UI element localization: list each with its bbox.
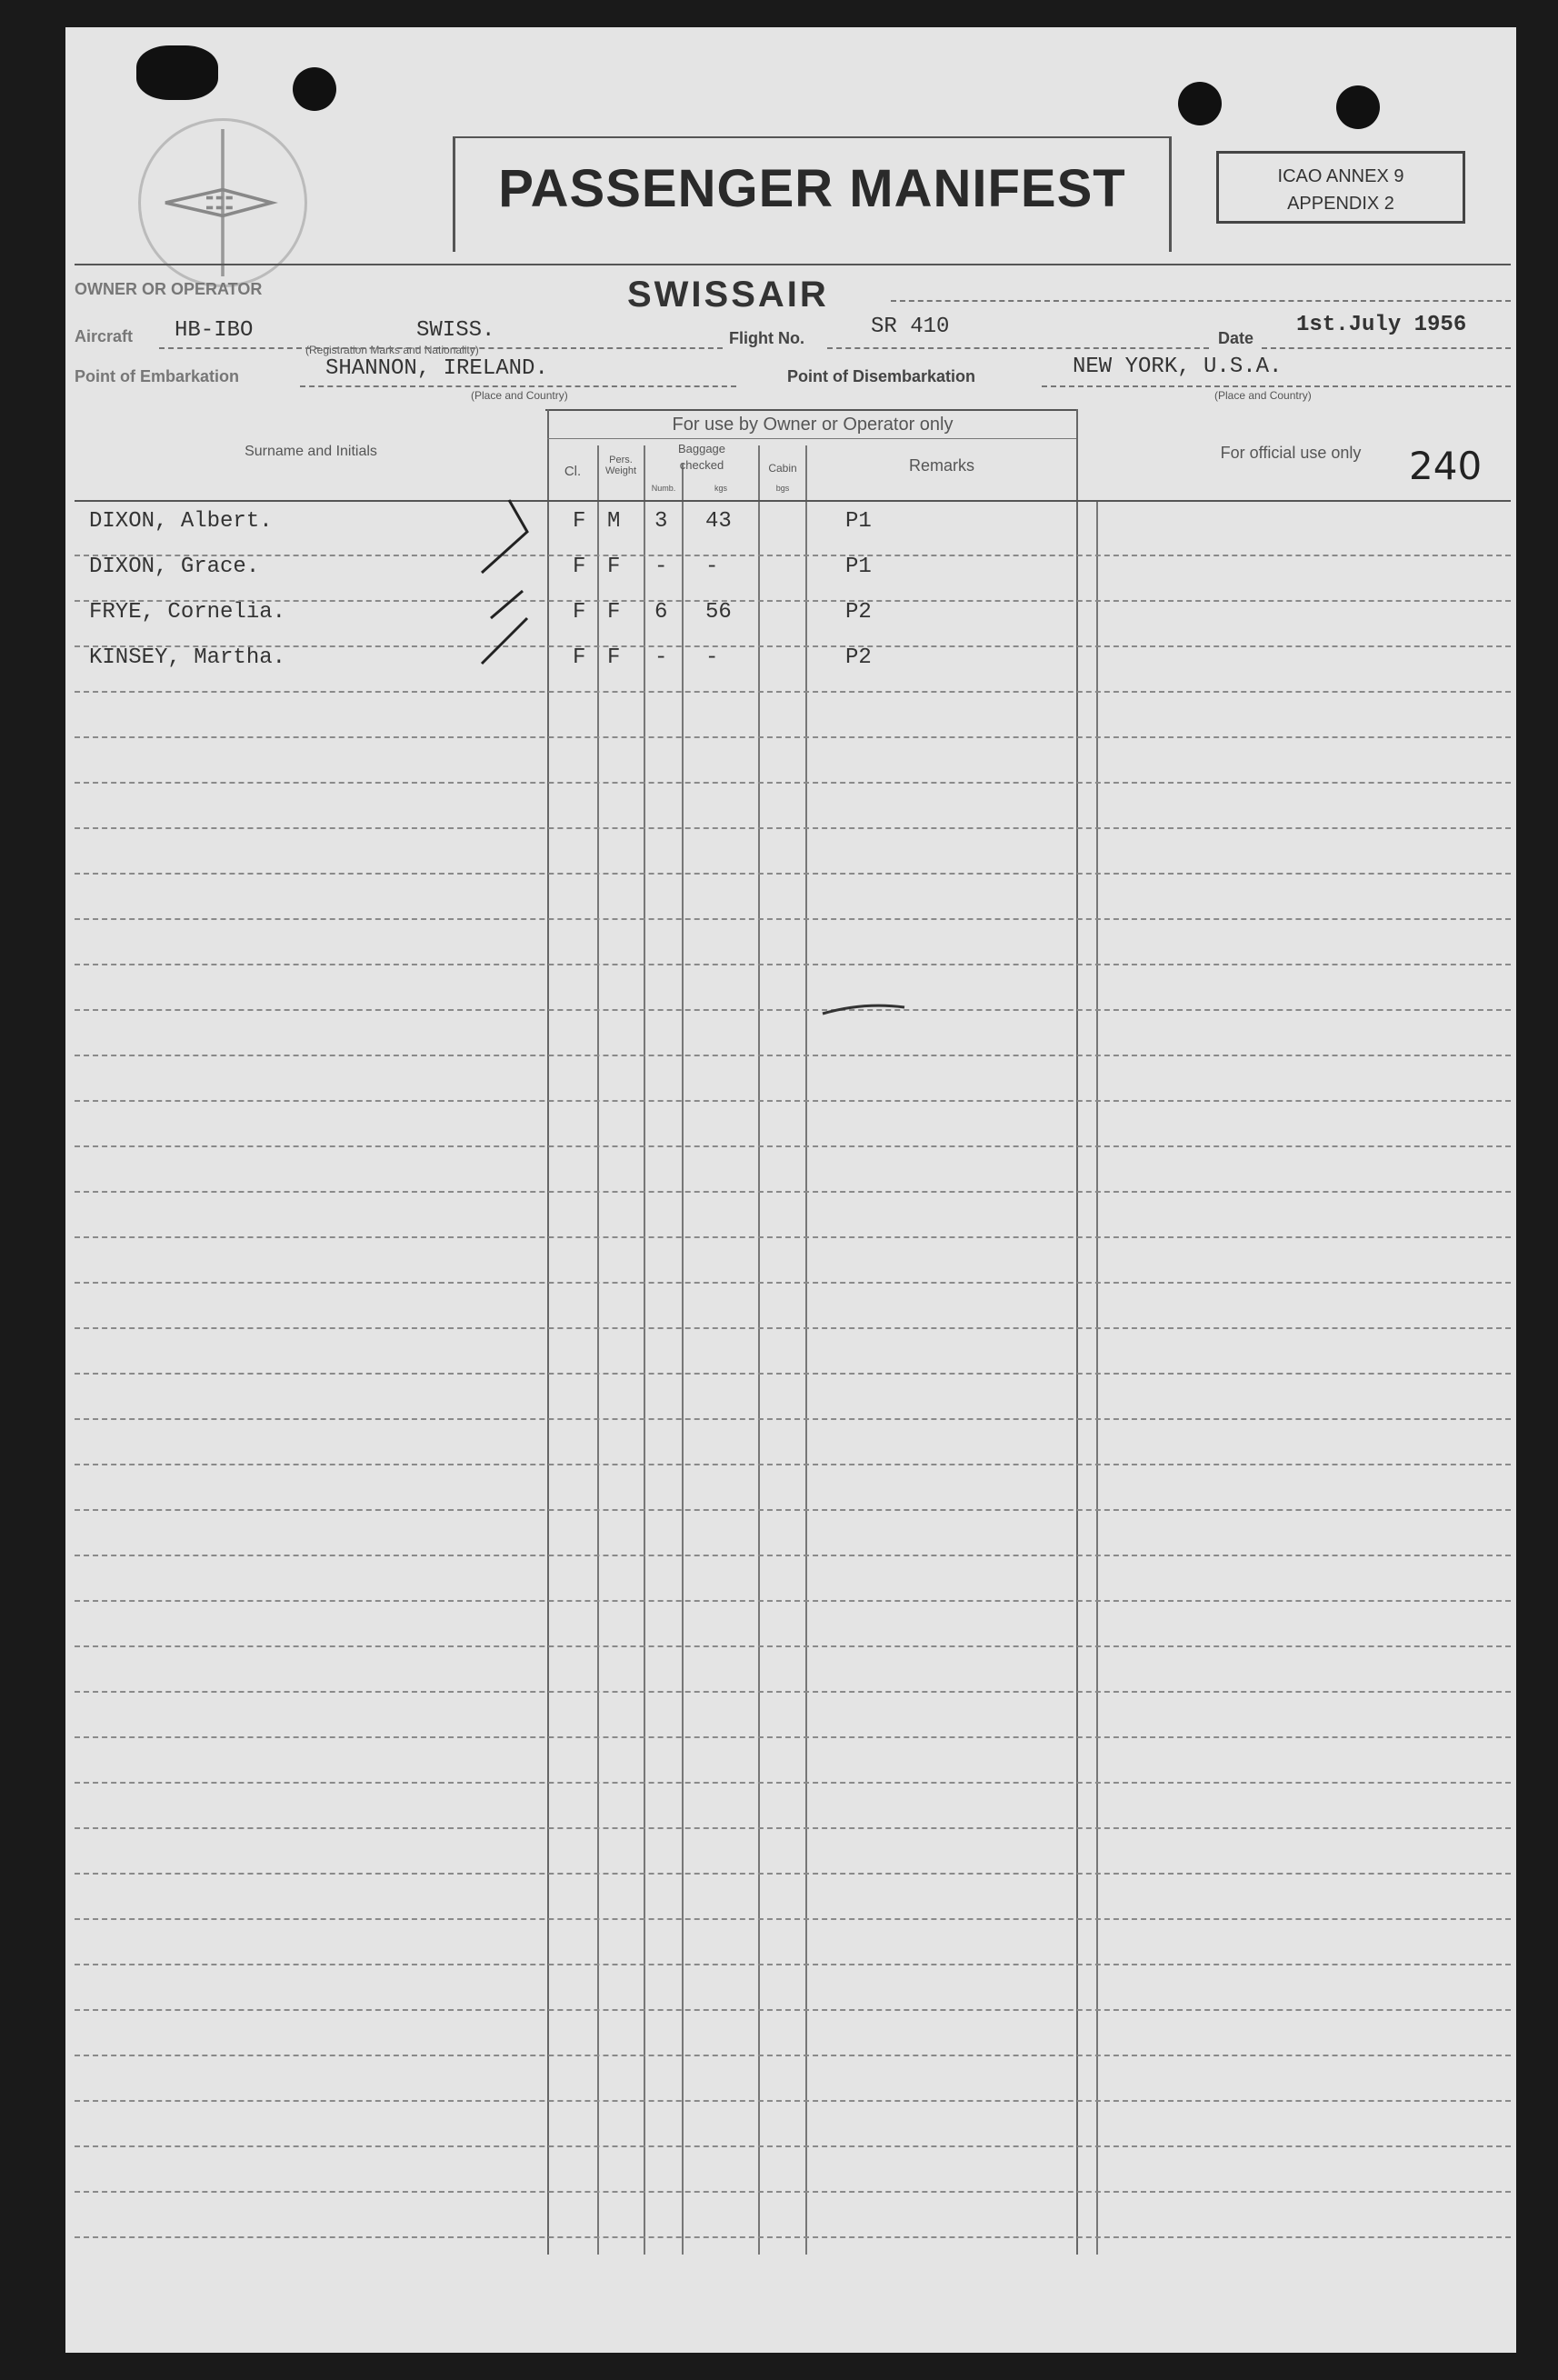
row-3-remarks: P2: [845, 600, 872, 625]
flight-label: Flight No.: [729, 329, 804, 347]
ruled-line: [75, 1964, 1511, 1965]
ruled-line: [75, 1645, 1511, 1647]
row-4-remarks: P2: [845, 645, 872, 670]
ruled-line: [75, 782, 1511, 784]
owner-value: SWISSAIR: [627, 275, 829, 315]
icao-reference-box: [1216, 151, 1465, 224]
ruled-line: [75, 1873, 1511, 1875]
ruled-line: [75, 2009, 1511, 2011]
punch-hole: [1178, 82, 1222, 125]
row-3-kgs: 56: [705, 600, 732, 625]
row-1-weight: M: [607, 509, 621, 534]
column-header-numb: Numb.: [651, 484, 676, 493]
row-1-cl: F: [573, 509, 586, 534]
row-2-name: DIXON, Grace.: [89, 555, 260, 579]
column-header-checked: checked: [679, 458, 724, 472]
disembarkation-value: NEW YORK, U.S.A.: [1073, 355, 1283, 379]
title-box: [453, 136, 1172, 252]
column-header-class: Cl.: [564, 464, 582, 479]
stray-mark-icon: [818, 1000, 909, 1018]
ruled-line: [75, 736, 1511, 738]
row-1-name: DIXON, Albert.: [89, 509, 273, 534]
ruled-line: [75, 918, 1511, 920]
row-2-remarks: P1: [845, 555, 872, 579]
icao-line-1: ICAO ANNEX 9: [1277, 166, 1404, 186]
ruled-line: [75, 2100, 1511, 2102]
aircraft-label: Aircraft: [75, 327, 134, 345]
ruled-line: [75, 1782, 1511, 1784]
ruled-line: [75, 1736, 1511, 1738]
ruled-line: [75, 1464, 1511, 1465]
punch-hole: [136, 45, 218, 100]
ruled-line: [75, 1327, 1511, 1329]
page-title: PASSENGER MANIFEST: [498, 159, 1126, 218]
ruled-line: [75, 1055, 1511, 1056]
flight-number: SR 410: [871, 315, 950, 339]
date-value: 1st.July 1956: [1296, 313, 1467, 337]
ruled-line: [75, 1691, 1511, 1693]
ruled-line: [75, 1600, 1511, 1602]
aircraft-nationality: SWISS.: [416, 318, 495, 343]
ruled-line: [75, 2191, 1511, 2193]
column-header-cabin: Cabin: [768, 462, 797, 475]
column-header-remarks: Remarks: [908, 456, 974, 475]
embark-place-note: (Place and Country): [471, 389, 568, 402]
column-header-bgs: bgs: [775, 484, 790, 493]
ruled-line: [75, 1236, 1511, 1238]
column-header-name: Surname and Initials: [245, 444, 377, 459]
ruled-line: [75, 873, 1511, 875]
row-3-numb: 6: [654, 600, 668, 625]
row-4-cl: F: [573, 645, 586, 670]
owner-use-header: For use by Owner or Operator only: [672, 415, 954, 435]
ruled-line: [75, 2055, 1511, 2056]
ruled-line: [75, 1282, 1511, 1284]
row-4-weight: F: [607, 645, 621, 670]
row-3-cl: F: [573, 600, 586, 625]
aircraft-registration: HB-IBO: [175, 318, 254, 343]
row-1-kgs: 43: [705, 509, 732, 534]
ruled-line: [75, 1509, 1511, 1511]
owner-label: OWNER OR OPERATOR: [75, 280, 263, 298]
icao-line-2: APPENDIX 2: [1287, 194, 1394, 214]
row-2-kgs: -: [705, 555, 719, 579]
row-1-numb: 3: [654, 509, 668, 534]
ruled-line: [75, 1827, 1511, 1829]
punch-hole: [293, 67, 336, 111]
registration-note: (Registration Marks and Nationality): [305, 344, 479, 356]
check-marks-icon: [473, 491, 545, 673]
swissair-logo-icon: [138, 118, 307, 287]
row-4-numb: -: [654, 645, 668, 670]
ruled-line: [75, 1918, 1511, 1920]
ruled-line: [75, 2145, 1511, 2147]
ruled-line: [75, 2236, 1511, 2238]
ruled-line: [75, 691, 1511, 693]
row-2-weight: F: [607, 555, 621, 579]
embarkation-value: SHANNON, IRELAND.: [325, 356, 548, 381]
ruled-line: [75, 600, 1511, 602]
ruled-line: [75, 1418, 1511, 1420]
ruled-line: [75, 1145, 1511, 1147]
row-4-name: KINSEY, Martha.: [89, 645, 286, 670]
ruled-line: [75, 555, 1511, 556]
ruled-line: [75, 964, 1511, 965]
ruled-line: [75, 1191, 1511, 1193]
ruled-line: [75, 827, 1511, 829]
ruled-line: [75, 1555, 1511, 1556]
punch-hole: [1336, 85, 1380, 129]
ruled-line: [75, 1100, 1511, 1102]
column-header-baggage: Baggage: [677, 442, 726, 455]
row-2-cl: F: [573, 555, 586, 579]
row-3-weight: F: [607, 600, 621, 625]
disembark-place-note: (Place and Country): [1214, 389, 1312, 402]
ruled-line: [75, 1009, 1511, 1011]
row-3-name: FRYE, Cornelia.: [89, 600, 286, 625]
column-header-official: For official use only: [1220, 444, 1362, 462]
column-header-kgs: kgs: [714, 484, 727, 493]
ruled-line: [75, 645, 1511, 647]
row-4-kgs: -: [705, 645, 719, 670]
column-header-weight: Pers. Weight: [604, 455, 637, 476]
date-label: Date: [1218, 329, 1254, 347]
row-1-remarks: P1: [845, 509, 872, 534]
ruled-line: [75, 1373, 1511, 1375]
disembarkation-label: Point of Disembarkation: [787, 367, 976, 385]
row-2-numb: -: [654, 555, 668, 579]
embarkation-label: Point of Embarkation: [75, 367, 240, 385]
official-count: 240: [1409, 444, 1483, 488]
